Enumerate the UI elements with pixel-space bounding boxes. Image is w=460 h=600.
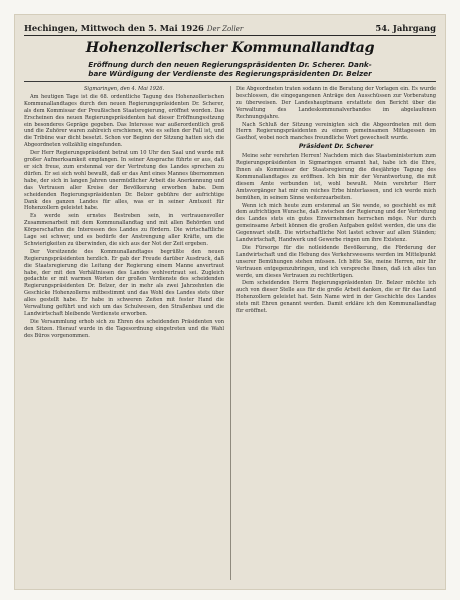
masthead-place-date: Hechingen, Mittwoch den 5. Mai 1926: [24, 23, 204, 33]
newspaper-masthead: [24, 22, 436, 36]
article-paragraph: Die Versammlung erhob sich zu Ehren des scheidenden Präsidenten von den Sitzen. Hierauf wurde in die Tagesordnung eingetreten und die Wahl des Büros vorgenommen.: [24, 318, 224, 339]
handwritten-note: Der Zoller: [206, 25, 244, 33]
article-column-right: [236, 86, 436, 582]
article-subhead: [24, 60, 436, 78]
article-paragraph: Die Fürsorge für die notleidende Bevölkerung, die Förderung der Landwirtschaft und die Hebung des Verkehrswesens werden im Mittelpunkt unserer Bemühungen stehen müssen. Ich bitte Sie, meine Herren, mir Ihr Vertrauen entgegenzubringen, und ich verspreche Ihnen, daß ich alles tun werde, um dieses Vertrauen zu rechtfertigen.: [236, 244, 436, 279]
article-paragraph: Die Abgeordneten traten sodann in die Beratung der Vorlagen ein. Es wurde beschlossen, die eingegangenen Anträge den Ausschüssen zur Vorberatung zu überweisen. Der Landeshauptmann erstattete den Bericht über die Verwaltung des Landeskommunalverbandes im abgelaufenen Rechnungsjahre.: [236, 86, 436, 120]
article-paragraph: Es werde sein ernstes Bestreben sein, in vertrauensvoller Zusammenarbeit mit dem Kommunallandtag und mit allen Behörden und Körperschaften die Interessen des Landes zu fördern. Die wirtschaftliche Lage sei schwer, und es bedürfe der Anstrengung aller Kräfte, um die Schwierigkeiten zu überwinden, die sich aus der Not der Zeit ergeben.: [24, 213, 224, 247]
article-paragraph: Nach Schluß der Sitzung vereinigten sich die Abgeordneten mit dem Herrn Regierungspräsidenten zu einem gemeinsamen Mittagessen im Gasthof, wobei noch manches freundliche Wort gewechselt wurde.: [236, 121, 436, 142]
article-dateline: Sigmaringen, den 4. Mai 1926.: [83, 86, 165, 92]
header-rule: [24, 81, 436, 82]
article-paragraph: Der Herr Regierungspräsident betrat um 10 Uhr den Saal und wurde mit großer Aufmerksamkeit empfangen. In seiner Ansprache führte er aus, daß er sich freue, zum erstenmal vor der Vertretung des Landes sprechen zu dürfen. Er sei sich wohl bewußt, daß er das Amt eines Mannes übernommen habe, der sich in langen Jahren unermüdlicher Arbeit die Anerkennung und das Vertrauen aller Kreise der Bevölkerung erworben habe. Dem scheidenden Regierungspräsidenten Dr. Belzer gebühre der aufrichtige Dank des ganzen Landes für alles, was er in seiner Amtszeit für Hohenzollern geleistet habe.: [24, 150, 224, 212]
article-paragraph: Meine sehr verehrten Herren! Nachdem mich das Staatsministerium zum Regierungspräsidenten in Sigmaringen ernannt hat, habe ich die Ehre, Ihnen als Kommissar der Staatsregierung die diesjährige Tagung des Kommunallandtages zu eröffnen. Ich bin mir der Verantwortung, die mit diesem Amte verbunden ist, wohl bewußt. Mein verehrter Herr Amtsvorgänger hat mir ein reiches Erbe hinterlassen, und ich werde mich bemühen, in seinem Sinne weiterzuarbeiten.: [236, 153, 436, 201]
masthead-left: [24, 23, 243, 33]
article-paragraph: Dem scheidenden Herrn Regierungspräsidenten Dr. Belzer möchte ich auch von dieser Stelle aus für die große Arbeit danken, die er für das Land Hohenzollern geleistet hat. Sein Name wird in der Geschichte des Landes stets mit Ehren genannt werden. Damit erkläre ich den Kommunallandtag für eröffnet.: [236, 280, 436, 315]
subhead-line: bare Würdigung der Verdienste des Regierungspräsidenten Dr. Belzer: [88, 69, 372, 78]
masthead-volume: 54. Jahrgang: [375, 23, 436, 33]
column-divider: [230, 86, 231, 580]
article-paragraph: Wenn ich mich heute zum erstenmal an Sie wende, so geschieht es mit dem aufrichtigen Wunsche, daß zwischen der Regierung und der Vertretung des Landes stets ein gutes Einvernehmen herrschen möge. Nur durch gemeinsame Arbeit können die großen Aufgaben gelöst werden, die uns die Gegenwart stellt. Die wirtschaftliche Not lastet schwer auf allen Ständen; Landwirtschaft, Handwerk und Gewerbe ringen um ihre Existenz.: [236, 202, 436, 244]
article-paragraph: Der Vorsitzende des Kommunallandtages begrüßte den neuen Regierungspräsidenten herzlich. Er gab der Freude darüber Ausdruck, daß die Staatsregierung die Leitung der Regierung einem Manne anvertraut habe, der mit den Verhältnissen des Landes wohlvertraut sei. Zugleich gedachte er mit warmen Worten der großen Verdienste des scheidenden Regierungspräsidenten Dr. Belzer, der in mehr als zwei Jahrzehnten die Geschicke Hohenzollerns mitbestimmt und das Wohl des Landes stets über alles gestellt habe. Er habe in schweren Zeiten mit fester Hand die Verwaltung geführt und sich um das Schulwesen, den Straßenbau und die Landwirtschaft bleibende Verdienste erworben.: [24, 248, 224, 317]
subhead-line: Eröffnung durch den neuen Regierungspräsidenten Dr. Scherer. Dank-: [88, 60, 372, 69]
article-column-left: [24, 86, 224, 582]
article-headline: Hohenzollerischer Kommunallandtag: [85, 40, 375, 56]
article-paragraph: Am heutigen Tage ist die 68. ordentliche Tagung des Hohenzollerischen Kommunallandtages durch den neuen Regierungspräsidenten Dr. Scherer, als dem Kommissar der Preußischen Staatsregierung, eröffnet worden. Das Erscheinen des neuen Regierungspräsidenten hat dieser Eröffnungssitzung ein besonderes Gepräge gegeben. Das Interesse war außerordentlich groß und die Zuhörer waren zahlreich erschienen, wie es selten der Fall ist, und die Tribüne war dicht besetzt. Schon vor Beginn der Sitzung hatten sich die Abgeordneten vollzählig eingefunden.: [24, 93, 224, 149]
section-title: Präsident Dr. Scherer: [298, 143, 374, 151]
